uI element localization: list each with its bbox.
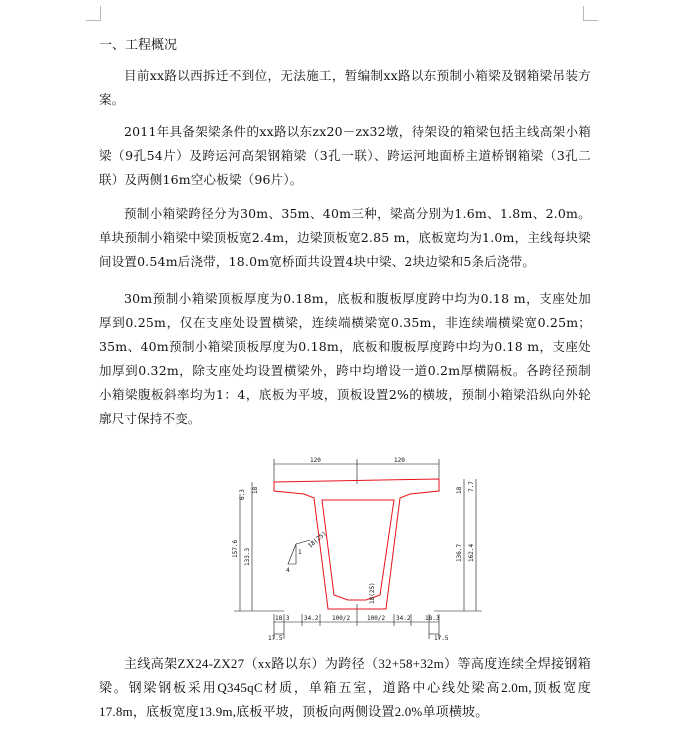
dim-bottom-2: 34.2 bbox=[304, 615, 319, 622]
dim-left-top: 6.3 bbox=[239, 489, 246, 500]
dim-bottom-4: 100/2 bbox=[367, 615, 386, 622]
dim-left-total: 157.6 bbox=[232, 539, 239, 558]
paragraph-5: 主线高架ZX24-ZX27（xx路以东）为跨径（32+58+32m）等高度连续全焊接钢箱梁。钢梁钢板采用Q345qC材质，单箱五室，道路中心线处梁高2.0m,顶板宽度17.8m，底板宽度13.9m,底板平坡，顶板向两侧设置2.0%单项横坡。 bbox=[99, 656, 591, 719]
dim-top-left: 120 bbox=[310, 457, 321, 464]
dim-bottom-6: 18.3 bbox=[425, 615, 440, 622]
paragraph-2: 2011年具备架梁条件的xx路以东zx20－zx32墩，待架设的箱梁包括主线高架小箱梁（9孔54片）及跨运河高架钢箱梁（3孔一联）、跨运河地面桥主道桥钢箱梁（3孔二联）及两侧16m空心板梁（96片）。 bbox=[99, 124, 591, 187]
page-margin-mark-top-left bbox=[86, 6, 101, 21]
dim-left-inner: 133.3 bbox=[244, 547, 251, 566]
paragraph-1: 目前xx路以西拆迁不到位，无法施工，暂编制xx路以东预制小箱梁及钢箱梁吊装方案。 bbox=[99, 68, 591, 107]
slope-vertical-label: 4 bbox=[286, 567, 290, 574]
dim-bottom-3: 100/2 bbox=[332, 615, 351, 622]
slope-horizontal-label: 1 bbox=[298, 549, 302, 556]
paragraph-4: 30m预制小箱梁顶板厚度为0.18m，底板和腹板厚度跨中均为0.18 m，支座处加厚到0.25m，仅在支座处设置横梁，连续端横梁宽0.35m，非连续端横梁宽0.25m；35m、40m预制小箱梁顶板厚度为0.18m，底板和腹板厚度跨中均为0.18 m，支座处加厚到0.32m，除支座处均设置横梁外，跨中均增设一道0.2m厚横隔板。各跨径预制小箱梁腹板斜率均为1：4，底板为平坡，顶板设置2%的横坡，预制小箱梁沿纵向外轮廓尺寸保持不变。 bbox=[99, 291, 591, 426]
dim-left-flange: 18 bbox=[252, 486, 259, 494]
dim-bottom-5: 34.2 bbox=[396, 615, 411, 622]
dim-bottom-8: 17.5 bbox=[434, 635, 449, 642]
dim-right-inner: 136.7 bbox=[456, 543, 463, 562]
dim-bottom-thickness: 18(25) bbox=[369, 582, 376, 604]
dim-web-thickness: 18(25) bbox=[306, 530, 328, 550]
paragraph-3: 预制小箱梁跨径分为30m、35m、40m三种，梁高分别为1.6m、1.8m、2.0m。单块预制小箱梁中梁顶板宽2.4m，边梁顶板宽2.85 m，底板宽均为1.0m，主线每块梁间设置0.54m后浇带，18.0m宽桥面共设置4块中梁、2块边梁和5条后浇带。 bbox=[99, 206, 591, 269]
section-heading: 一、工程概况 bbox=[99, 38, 178, 53]
dim-right-flange: 18 bbox=[456, 486, 463, 494]
dim-right-top: 7.7 bbox=[468, 481, 475, 492]
girder-section-outline bbox=[274, 479, 439, 609]
dim-top-right: 120 bbox=[394, 457, 405, 464]
dim-bottom-1: 18.3 bbox=[275, 615, 290, 622]
box-girder-cross-section-figure bbox=[224, 454, 489, 642]
page-margin-mark-top-right bbox=[583, 6, 598, 21]
dim-bottom-7: 17.5 bbox=[268, 635, 283, 642]
dim-right-total: 162.4 bbox=[468, 543, 475, 562]
